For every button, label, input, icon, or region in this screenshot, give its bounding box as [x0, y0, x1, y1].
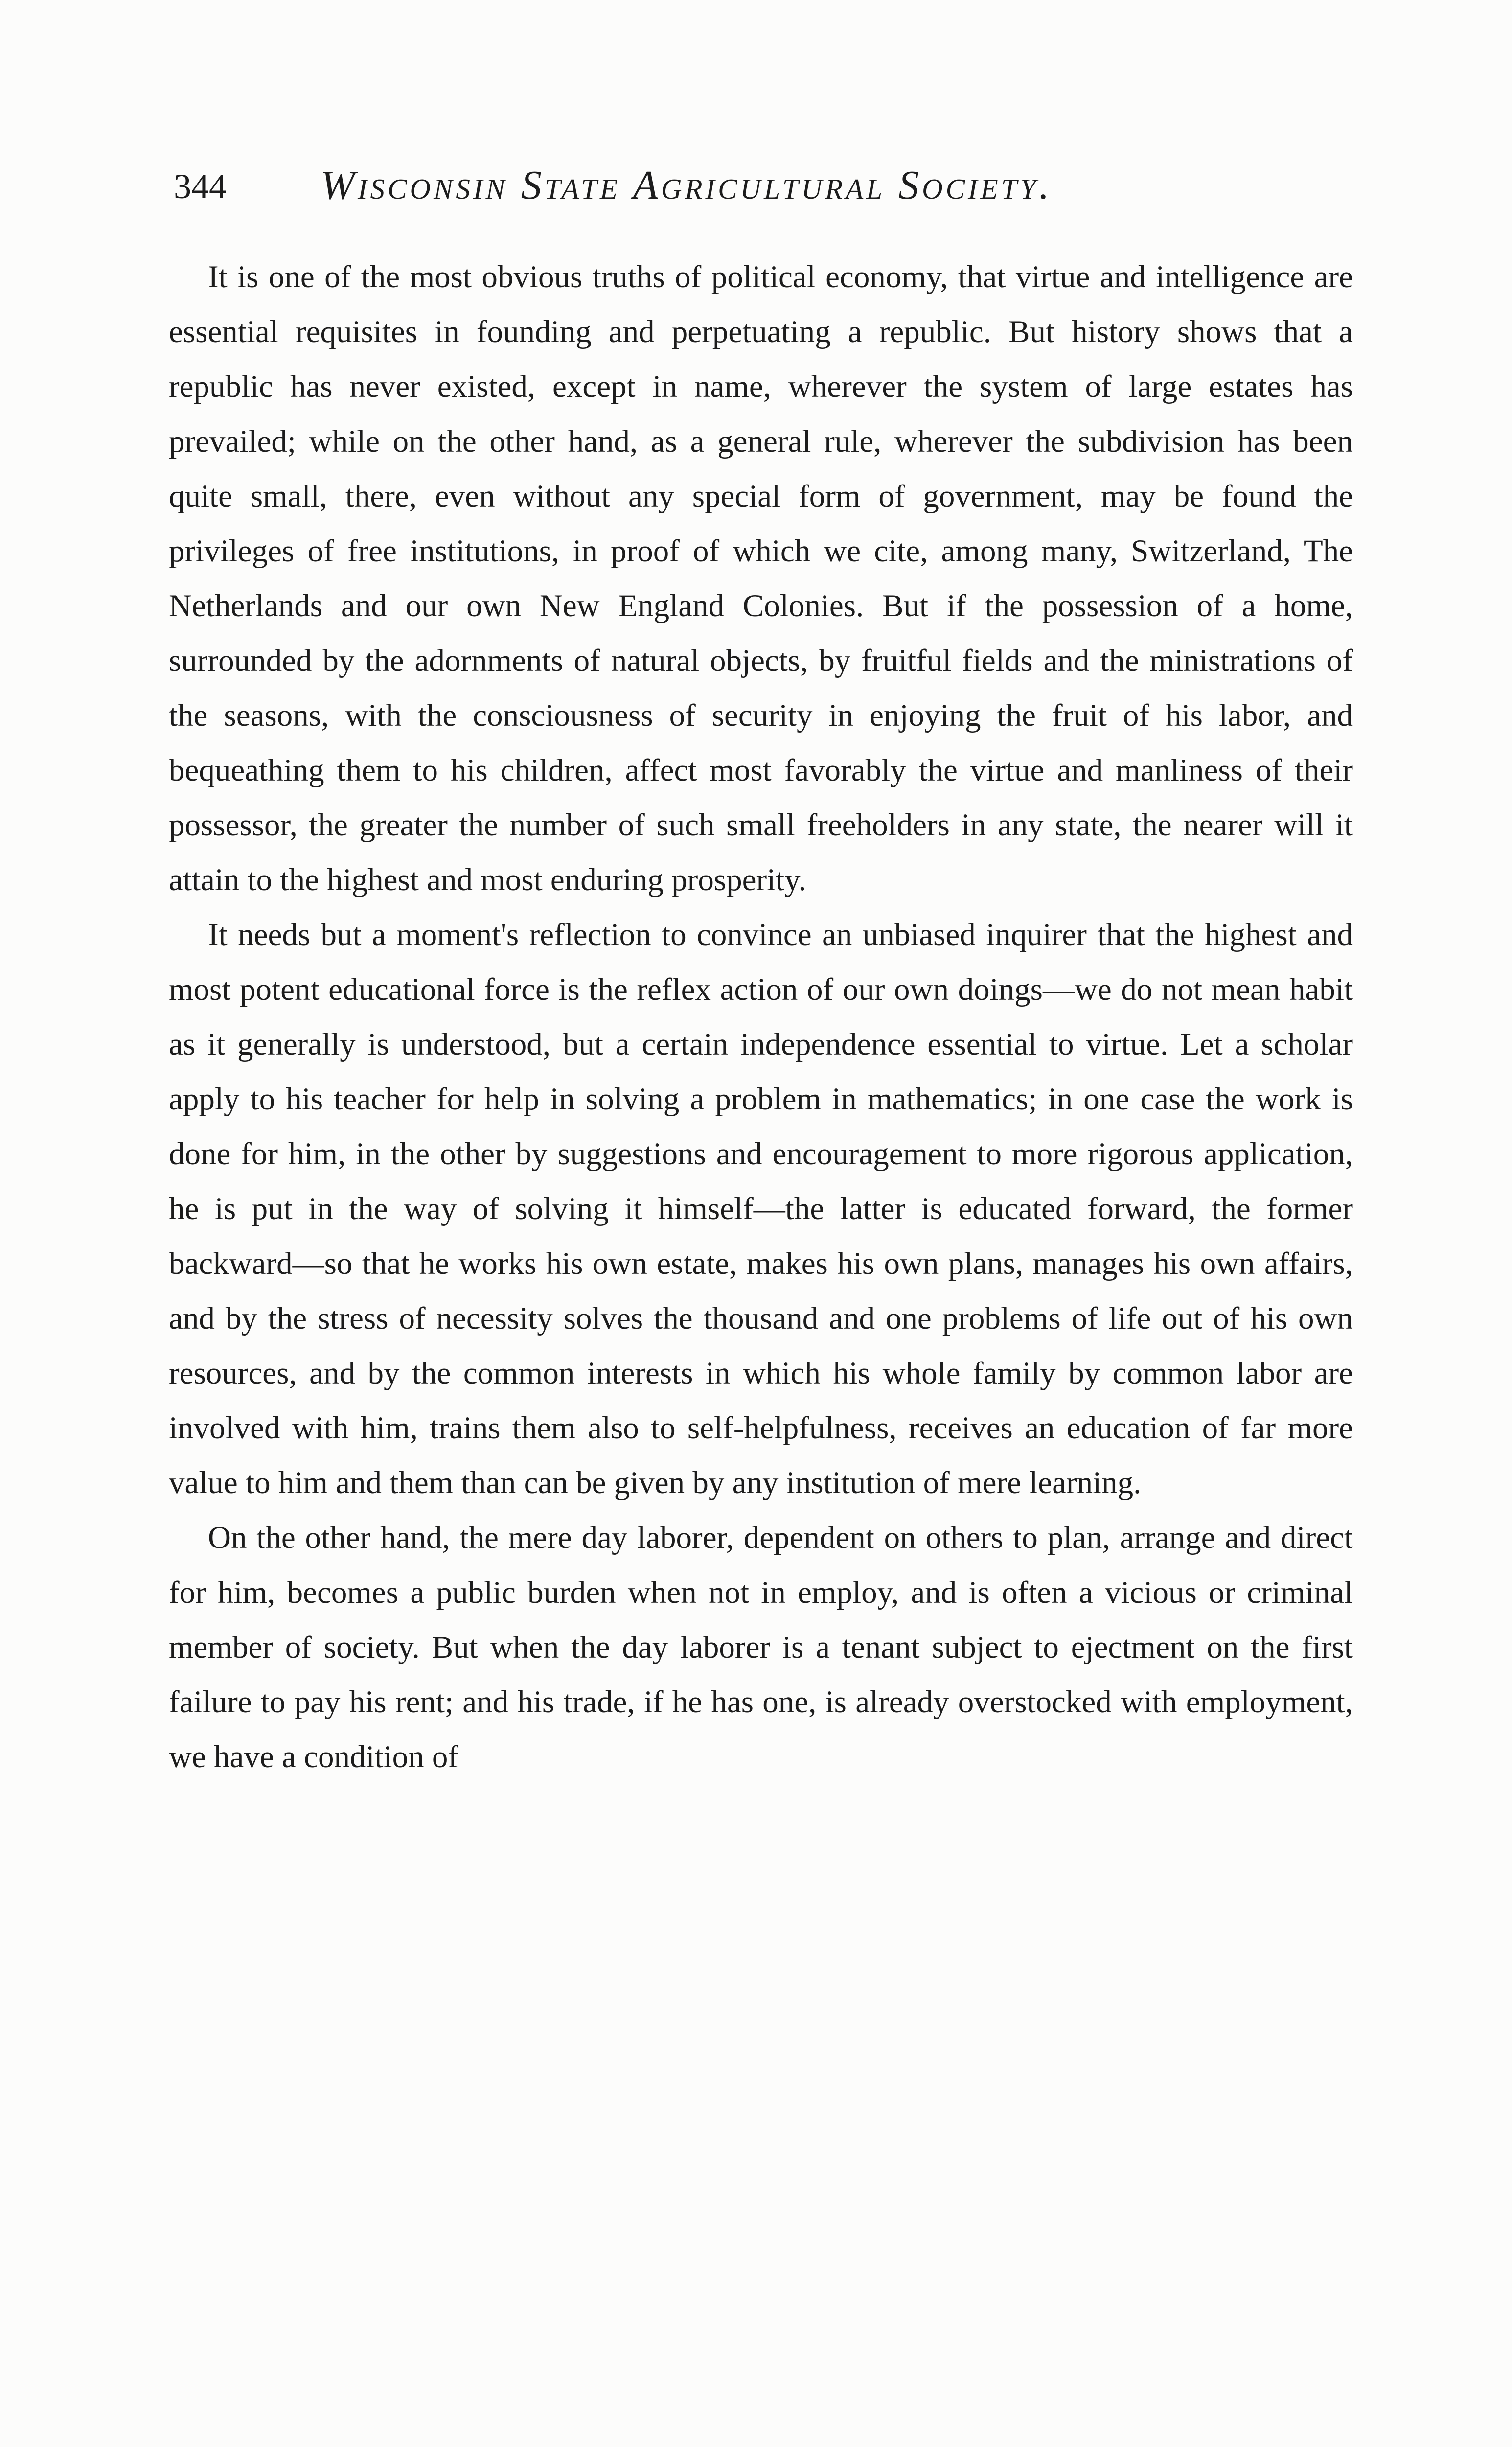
page-body: [169, 250, 1353, 1784]
paragraph: It needs but a moment's reflection to convince an unbiased inquirer that the highest and most potent educational force is the reflex action of our own doings—we do not mean habit as it generally is understood, but a certain independence essential to virtue. Let a scholar apply to his teacher for help in solving a problem in mathematics; in one case the work is done for him, in the other by suggestions and encouragement to more rigorous application, he is put in the way of solving it himself—the latter is educated forward, the former backward—so that he works his own estate, makes his own plans, manages his own affairs, and by the stress of necessity solves the thousand and one problems of life out of his own resources, and by the common interests in which his whole family by common labor are involved with him, trains them also to self-helpfulness, receives an education of far more value to him and them than can be given by any institution of mere learning.: [169, 917, 1353, 1501]
paragraph: It is one of the most obvious truths of political economy, that virtue and intelligence are essential requisites in founding and perpetuating a republic. But history shows that a republic has never existed, except in name, wherever the system of large estates has prevailed; while on the other hand, as a general rule, wherever the subdivision has been quite small, there, even without any special form of government, may be found the privileges of free institutions, in proof of which we cite, among many, Switzerland, The Netherlands and our own New England Colonies. But if the possession of a home, surrounded by the adornments of natural objects, by fruitful fields and the ministrations of the seasons, with the consciousness of security in enjoying the fruit of his labor, and bequeathing them to his children, affect most favorably the virtue and manliness of their possessor, the greater the number of such small freeholders in any state, the nearer will it attain to the highest and most enduring prosperity.: [169, 259, 1353, 898]
running-title: Wisconsin State Agricultural Society.: [321, 162, 1053, 208]
page-number: 344: [174, 167, 227, 206]
page-header: [174, 162, 1377, 215]
paragraph: On the other hand, the mere day laborer, dependent on others to plan, arrange and direct for him, becomes a public burden when not in employ, and is often a vicious or criminal member of society. But when the day laborer is a tenant subject to ejectment on the first failure to pay his rent; and his trade, if he has one, is already overstocked with employment, we have a condition of: [169, 1520, 1353, 1775]
